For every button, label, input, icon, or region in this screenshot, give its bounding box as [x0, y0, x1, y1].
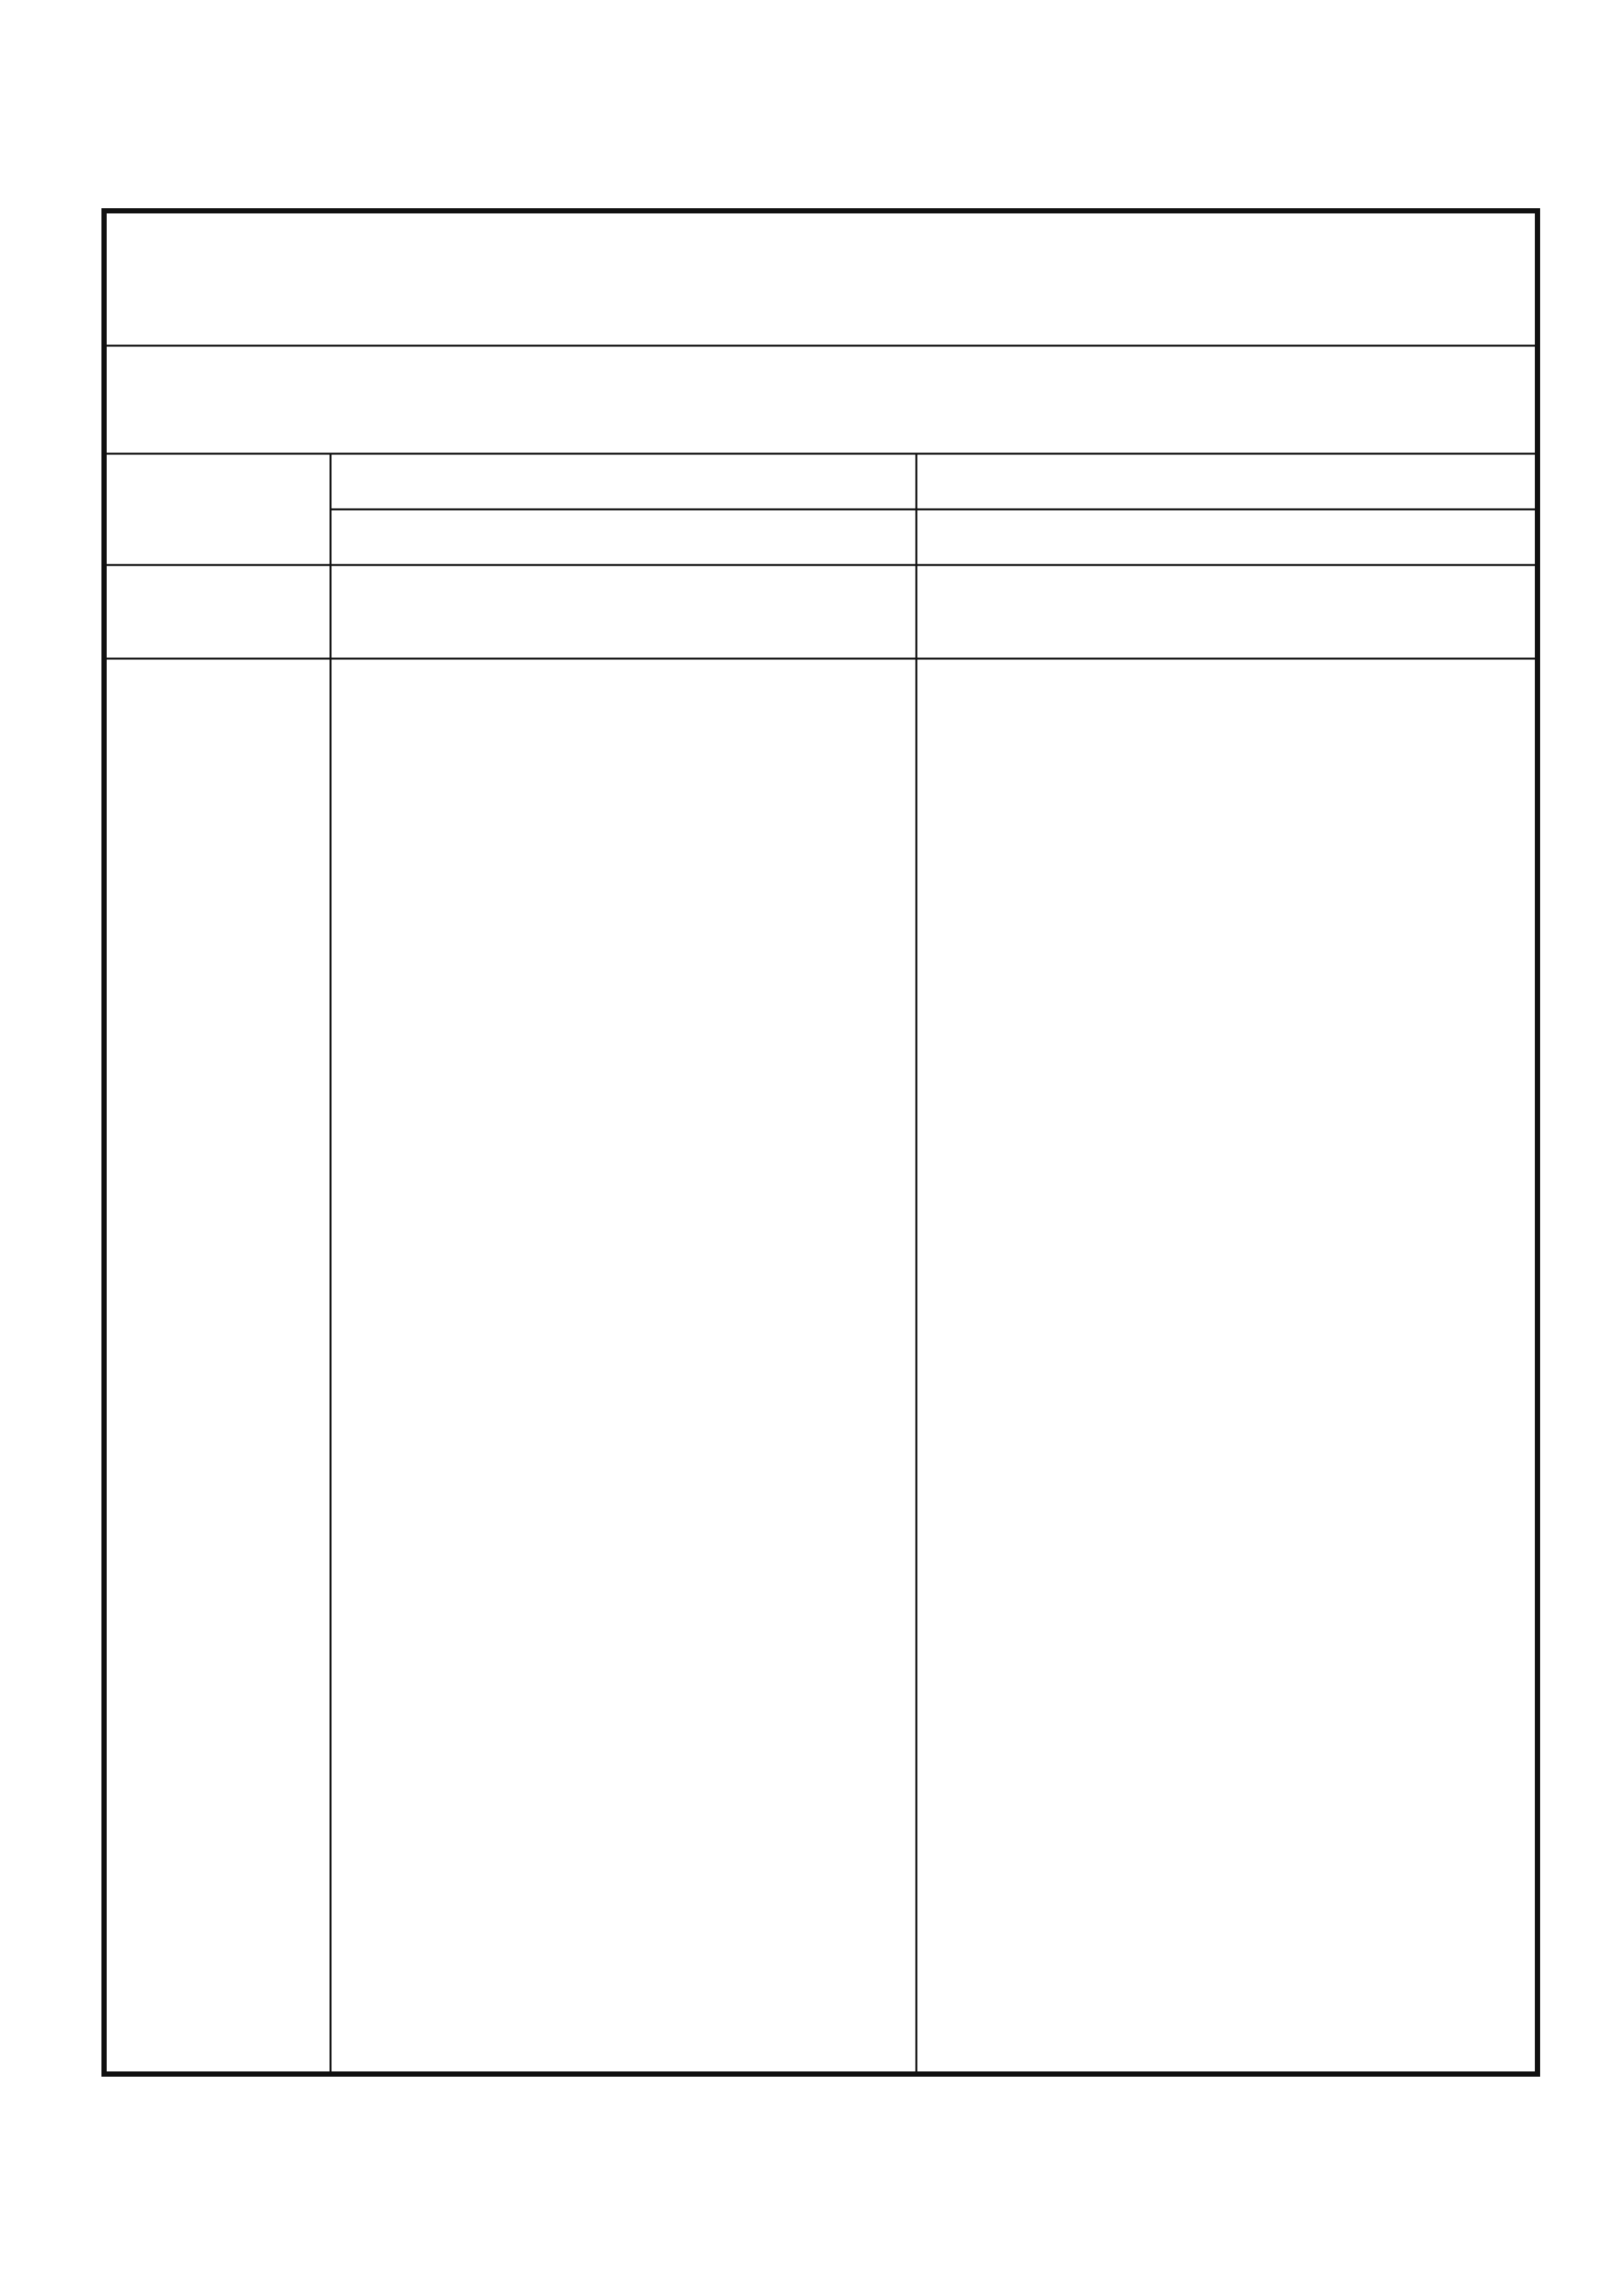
header-completion-no	[926, 467, 1528, 503]
header-change-content	[926, 522, 1528, 559]
entry-doc-line-2	[342, 615, 905, 652]
entry-doc-line-1	[342, 576, 905, 613]
usage-permit-change-form	[101, 208, 1541, 2078]
form-title	[101, 238, 1541, 303]
entry-change-item	[115, 576, 317, 613]
header-incoming-doc-no	[342, 522, 905, 559]
header-approval-doc-no	[342, 467, 905, 503]
